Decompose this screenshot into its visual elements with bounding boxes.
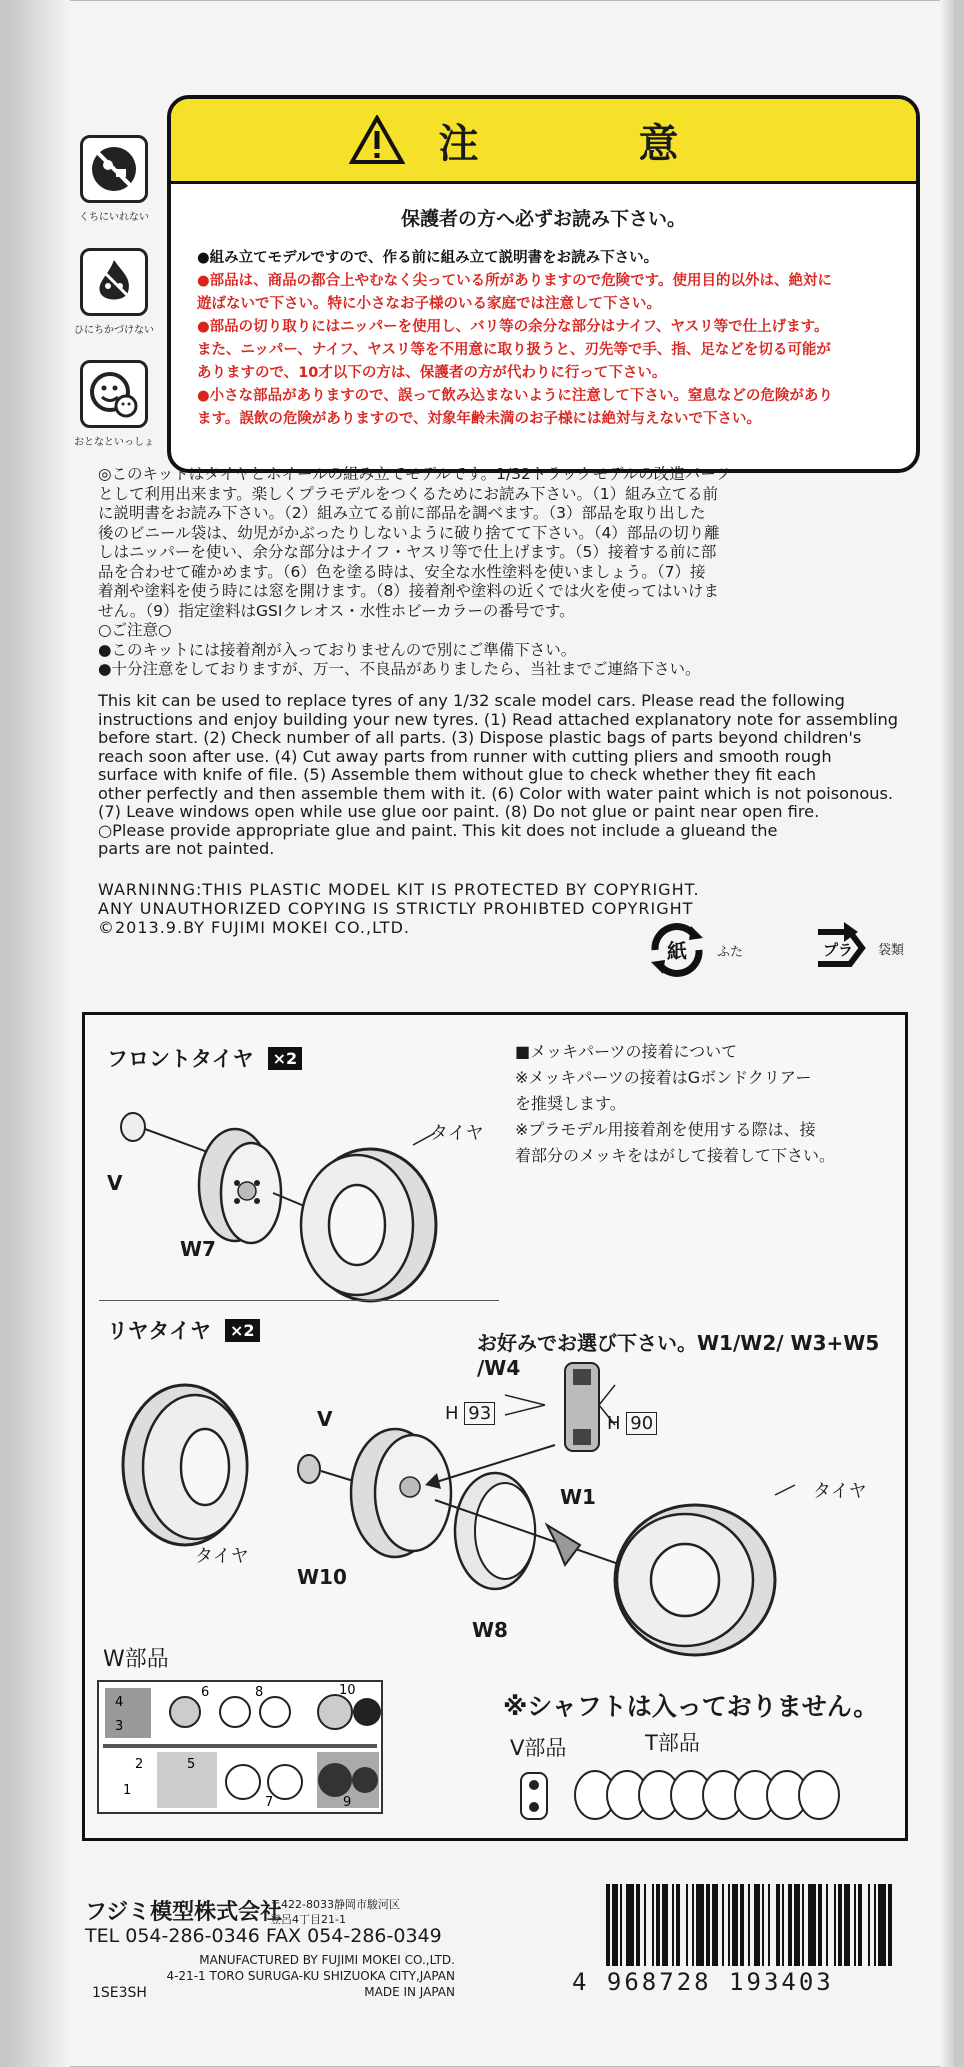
no-fire-icon xyxy=(80,248,148,316)
paper-recycle-mark xyxy=(645,920,743,980)
choose-wheel-note: お好みでお選び下さい。W1/W2/ W3+W5 /W4 xyxy=(477,1331,880,1380)
barcode-bar xyxy=(606,1884,610,1966)
company-phone: TEL 054-286-0346 FAX 054-286-0349 xyxy=(85,1925,442,1947)
mfg-line: MADE IN JAPAN xyxy=(364,1985,455,1999)
barcode-bar xyxy=(636,1884,640,1966)
address-line: 登呂4丁目21-1 xyxy=(270,1913,346,1926)
tray-number: 5 xyxy=(187,1757,196,1772)
barcode-bar xyxy=(854,1884,856,1966)
barcode-bar xyxy=(712,1884,718,1966)
rear-v-label: V xyxy=(317,1407,333,1431)
h90-label xyxy=(607,1413,657,1434)
barcode-bar xyxy=(768,1884,770,1966)
barcode-bar xyxy=(754,1884,760,1966)
jp-note-line: 後のビニール袋は、幼児がかぶったりしないように破り捨てて下さい。（4）部品の切り離 xyxy=(98,523,720,542)
en-note-line: ○Please provide appropriate glue and paint. This kit does not include a glueand the xyxy=(98,821,778,840)
en-note-line: parts are not painted. xyxy=(98,840,275,858)
w1-label: W1 xyxy=(560,1485,596,1509)
plating-note-line: ※メッキパーツの接着はGボンドクリアー xyxy=(515,1068,812,1087)
pictogram-label: おとなといっしょ xyxy=(74,437,154,448)
plastic-recycle-icon xyxy=(810,920,870,976)
paper-recycle-icon xyxy=(645,920,709,980)
jp-note-line: 品を合わせて確かめます。（6）色を塗る時は、安全な水性塗料を使いましょう。（7）接 xyxy=(98,562,706,581)
mfg-line: 4-21-1 TORO SURUGA-KU SHIZUOKA CITY,JAPAN xyxy=(166,1969,455,1983)
t-parts-title: T部品 xyxy=(645,1731,700,1755)
plating-notes xyxy=(515,1039,835,1169)
en-note-line: surface with knife of file. (5) Assemble them without glue to check whether they fit each xyxy=(98,766,817,784)
w-parts-runner xyxy=(99,1682,381,1812)
barcode-bar xyxy=(652,1884,654,1966)
caution-title: 注 意 xyxy=(438,120,739,167)
japanese-notes xyxy=(98,465,920,680)
paper-mark-text: 紙 xyxy=(667,939,687,963)
shaft-not-included-note: ※シャフトは入っておりません。 xyxy=(503,1692,879,1721)
w-parts-title: W部品 xyxy=(103,1647,169,1672)
tray-number: 10 xyxy=(339,1683,356,1698)
barcode-bar xyxy=(762,1884,764,1966)
caution-header xyxy=(171,99,916,184)
address-line: 〒422-8033静岡市駿河区 xyxy=(270,1898,400,1911)
jp-note-line: しはニッパーを使い、余分な部分はナイフ・ヤスリ等で仕上げます。（5）接着する前に部 xyxy=(98,543,717,561)
pictogram-with-adult xyxy=(70,360,158,448)
barcode-bar xyxy=(782,1884,784,1966)
barcode-bar xyxy=(620,1884,622,1966)
barcode-bar xyxy=(818,1884,822,1966)
caution-line: ます。誤飲の危険がありますので、対象年齢未満のお子様には絶対与えないで下さい。 xyxy=(197,411,762,427)
barcode-bar xyxy=(612,1884,618,1966)
pictogram-label: くちにいれない xyxy=(79,212,149,223)
english-notes xyxy=(98,692,920,859)
product-code: 1SE3SH xyxy=(92,1985,147,2001)
rear-tire-title: リヤタイヤ xyxy=(107,1319,211,1343)
jp-note-line: に説明書をお読み下さい。（2）組み立てる前に部品を調べます。（3）部品を取り出した xyxy=(98,504,706,522)
barcode-bar xyxy=(808,1884,816,1966)
rear-tire-heading xyxy=(107,1315,260,1345)
barcode-bar xyxy=(692,1884,694,1966)
w7-label: W7 xyxy=(180,1237,216,1261)
en-note-line: (7) Leave windows open while use glue oor paint. (8) Do not glue or paint near open fire. xyxy=(98,803,820,821)
v-t-parts-runner xyxy=(515,1767,885,1823)
barcode-bar xyxy=(706,1884,710,1966)
jp-note-line: せん。（9）指定塗料はGSIクレオス・水性ホビーカラーの番号です。 xyxy=(98,601,575,620)
barcode-bar xyxy=(644,1884,646,1966)
jp-note-line: ○ご注意○ xyxy=(98,621,172,639)
barcode-bar xyxy=(776,1884,780,1966)
tray-number: 3 xyxy=(115,1719,124,1734)
package-back xyxy=(10,0,954,2067)
plating-note-line: ■メッキパーツの接着について xyxy=(515,1042,738,1061)
en-note-line: before start. (2) Check number of all parts. (3) Dispose plastic bags of parts beyond children's xyxy=(98,729,862,747)
caution-line: ●組み立てモデルですので、作る前に組み立て説明書をお読み下さい。 xyxy=(197,250,659,266)
barcode-bar xyxy=(834,1884,836,1966)
w10-label: W10 xyxy=(297,1565,347,1589)
front-v-label: V xyxy=(107,1171,123,1195)
en-note-line: This kit can be used to replace tyres of any 1/32 scale model cars. Please read the following xyxy=(98,692,845,710)
caution-line: ●部品の切り取りにはニッパーを使用し、バリ等の余分な部分はナイフ、ヤスリ等で仕上げます。 xyxy=(197,319,829,335)
barcode-bar xyxy=(656,1884,660,1966)
barcode-bar xyxy=(676,1884,680,1966)
caution-subtitle: 保護者の方へ必ずお読み下さい。 xyxy=(400,208,686,230)
h90-number: 90 xyxy=(626,1412,657,1435)
copyright-line: ©2013.9.BY FUJIMI MOKEI CO.,LTD. xyxy=(98,918,410,937)
plating-note-line: を推奨します。 xyxy=(515,1094,626,1113)
barcode-bar xyxy=(740,1884,744,1966)
barcode-bar xyxy=(874,1884,876,1966)
front-multiplier-badge: ×2 xyxy=(268,1047,303,1070)
h93-number: 93 xyxy=(464,1402,495,1425)
mfg-line: MANUFACTURED BY FUJIMI MOKEI CO.,LTD. xyxy=(199,1953,455,1967)
caution-line: また、ニッパー、ナイフ、ヤスリ等を不用意に取り扱うと、刃先等で手、指、足などを切る可能が xyxy=(197,342,831,358)
en-note-line: instructions and enjoy building your new tyres. (1) Read attached explanatory note for assembling xyxy=(98,710,898,729)
tray-number: 2 xyxy=(135,1757,144,1772)
rear-right-tire-label: タイヤ xyxy=(813,1481,867,1502)
caution-box xyxy=(167,95,920,473)
barcode-bar xyxy=(788,1884,792,1966)
en-note-line: reach soon after use. (4) Cut away parts from runner with cutting pliers and smooth rough xyxy=(98,747,832,766)
plating-note-line: ※プラモデル用接着剤を使用する際は、接 xyxy=(515,1120,816,1139)
barcode-bar xyxy=(802,1884,804,1966)
plastic-mark-text: プラ xyxy=(822,941,854,959)
with-adult-icon xyxy=(80,360,148,428)
caution-line: ●部品は、商品の都合上やむなく尖っている所がありますので危険です。使用目的以外は、絶対に xyxy=(197,273,832,289)
company-address xyxy=(270,1897,400,1927)
caution-line: ありますので、10才以下の方は、保護者の方が代わりに行って下さい。 xyxy=(197,365,667,381)
rear-multiplier-badge: ×2 xyxy=(225,1319,260,1342)
barcode-bar xyxy=(888,1884,892,1966)
barcode-bar xyxy=(878,1884,886,1966)
caution-line: 遊ばないで下さい。特に小さなお子様のいる家庭では注意して下さい。 xyxy=(197,296,661,312)
caution-lines xyxy=(171,247,916,431)
jp-note-line: ●十分注意をしておりますが、万一、不良品がありましたら、当社までご連絡下さい。 xyxy=(98,660,701,678)
front-tire-heading xyxy=(107,1043,302,1073)
section-divider xyxy=(99,1300,499,1301)
h93-label xyxy=(445,1403,495,1424)
barcode-bar xyxy=(732,1884,738,1966)
barcode-number: 4 968728 193403 xyxy=(572,1968,834,1996)
barcode-bar xyxy=(858,1884,862,1966)
tray-number: 4 xyxy=(115,1695,124,1710)
barcode-bar xyxy=(662,1884,668,1966)
barcode-bar xyxy=(728,1884,730,1966)
jp-note-line: 着剤や塗料を使う時には窓を開けます。（8）接着剤や塗料の近くでは火を使ってはいけま xyxy=(98,582,719,600)
plastic-recycle-mark xyxy=(810,920,904,976)
plastic-mark-label: 袋類 xyxy=(878,942,905,958)
en-note-line: other perfectly and then assemble them with it. (6) Color with water paint which is not poisonous. xyxy=(98,784,894,803)
barcode-bar xyxy=(672,1884,674,1966)
tray-number: 7 xyxy=(265,1795,274,1810)
w-parts-tray xyxy=(97,1680,383,1814)
tray-number: 8 xyxy=(255,1685,264,1700)
copyright-line: ANY UNAUTHORIZED COPYING IS STRICTLY PROHIBTED COPYRIGHT xyxy=(98,899,694,918)
rear-left-tire-label: タイヤ xyxy=(195,1546,249,1567)
h93-prefix: H xyxy=(445,1403,459,1424)
manufacturer-info xyxy=(150,1952,455,2000)
caution-line: ●小さな部品がありますので、誤って飲み込まないように注意して下さい。窒息などの危険があり xyxy=(197,388,833,404)
tray-number: 6 xyxy=(201,1685,210,1700)
copyright-line: WARNINNG:THIS PLASTIC MODEL KIT IS PROTECTED BY COPYRIGHT. xyxy=(98,880,700,899)
barcode-bar xyxy=(844,1884,850,1966)
instruction-panel xyxy=(82,1012,908,1841)
pictogram-no-fire xyxy=(70,248,158,336)
barcode-bar xyxy=(722,1884,724,1966)
barcode-bar xyxy=(748,1884,750,1966)
v-parts-title: V部品 xyxy=(510,1736,567,1760)
h90-prefix: H xyxy=(607,1413,621,1434)
pictogram-no-mouth xyxy=(70,135,158,223)
jp-note-line: として利用出来ます。楽しくプラモデルをつくるためにお読み下さい。（1）組み立てる前 xyxy=(98,484,719,503)
warning-triangle-icon xyxy=(349,115,405,165)
barcode-bar xyxy=(686,1884,688,1966)
paper-mark-label: ふた xyxy=(717,944,744,960)
jp-note-line: ●このキットには接着剤が入っておりませんので別にご準備下さい。 xyxy=(98,640,577,659)
pictogram-label: ひにちかづけない xyxy=(74,325,154,336)
jp-note-line: ◎このキットはタイヤとホイールの組み立てモデルです。1/32トラックモデルの改造パーツ xyxy=(98,465,731,483)
front-tire-label: タイヤ xyxy=(430,1123,484,1144)
plating-note-line: 着部分のメッキをはがして接着して下さい。 xyxy=(515,1146,836,1165)
front-tire-title: フロントタイヤ xyxy=(107,1047,254,1071)
barcode-bar xyxy=(826,1884,828,1966)
barcode-bar xyxy=(868,1884,870,1966)
barcode-bar xyxy=(794,1884,800,1966)
w8-label: W8 xyxy=(472,1618,508,1642)
tray-number: 9 xyxy=(343,1795,352,1810)
barcode-bar xyxy=(838,1884,842,1966)
no-mouth-icon xyxy=(80,135,148,203)
barcode-bar xyxy=(626,1884,634,1966)
barcode-bar xyxy=(696,1884,704,1966)
company-name: フジミ模型株式会社 xyxy=(85,1900,283,1925)
tray-number: 1 xyxy=(123,1783,132,1798)
front-tire-diagram xyxy=(95,1075,475,1305)
